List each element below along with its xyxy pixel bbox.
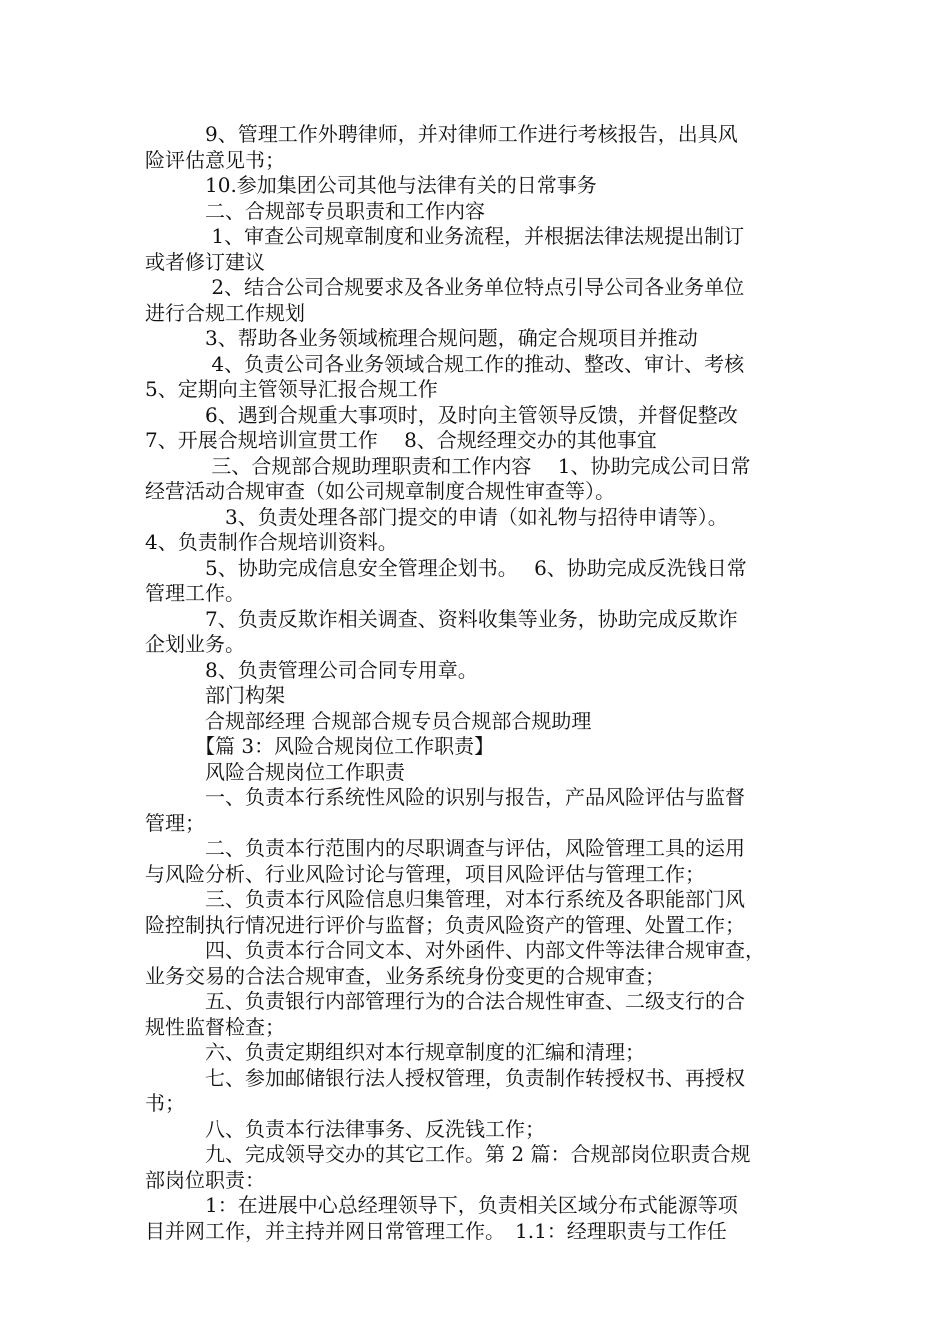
- text-line: 4、负责公司各业务领域合规工作的推动、整改、审计、考核: [145, 351, 745, 376]
- text-line: 目并网工作，并主持并网日常管理工作。 1.1：经理职责与工作任: [145, 1218, 727, 1243]
- text-line: 7、负责反欺诈相关调查、资料收集等业务，协助完成反欺诈: [145, 606, 738, 631]
- text-line: 4、负责制作合规培训资料。: [145, 530, 398, 554]
- text-line: 合规部经理 合规部合规专员合规部合规助理: [145, 708, 592, 733]
- text-line: 部门构架: [145, 683, 285, 707]
- text-line: 一、负责本行系统性风险的识别与报告，产品风险评估与监督: [145, 785, 745, 809]
- text-line: 七、参加邮储银行法人授权管理，负责制作转授权书、再授权: [145, 1065, 745, 1090]
- text-line: 1：在进展中心总经理领导下，负责相关区域分布式能源等项: [145, 1193, 738, 1217]
- text-line: 管理工作。: [145, 581, 245, 605]
- text-line: 8、负责管理公司合同专用章。: [145, 657, 478, 682]
- text-line: 二、负责本行范围内的尽职调查与评估，风险管理工具的运用: [145, 836, 745, 860]
- text-line: 进行合规工作规划: [145, 300, 305, 325]
- section-heading: 风险合规岗位工作职责: [145, 759, 405, 784]
- section-heading: 二、合规部专员职责和工作内容: [145, 198, 485, 223]
- chapter-heading: 【篇 3：风险合规岗位工作职责】: [145, 734, 495, 758]
- text-line: 5、定期向主管领导汇报合规工作: [145, 377, 438, 401]
- text-line: 3、负责处理各部门提交的申请（如礼物与招待申请等）。: [145, 504, 728, 529]
- text-line: 规性监督检查；: [145, 1014, 285, 1039]
- text-line: 5、协助完成信息安全管理企划书。 6、协助完成反洗钱日常: [145, 555, 747, 580]
- text-line: 管理；: [145, 810, 205, 835]
- text-line: 10.参加集团公司其他与法律有关的日常事务: [145, 173, 597, 197]
- text-line: 部岗位职责：: [145, 1167, 265, 1192]
- text-line: 书；: [145, 1091, 185, 1115]
- text-line: 九、完成领导交办的其它工作。第 2 篇：合规部岗位职责合规: [145, 1142, 751, 1166]
- text-line: 四、负责本行合同文本、对外函件、内部文件等法律合规审查，: [145, 938, 765, 962]
- text-line: 6、遇到合规重大事项时，及时向主管领导反馈，并督促整改: [145, 402, 738, 427]
- text-line: 险评估意见书；: [145, 147, 285, 172]
- section-heading: 三、合规部合规助理职责和工作内容 1、协助完成公司日常: [145, 453, 751, 478]
- text-line: 险控制执行情况进行评价与监督；负责风险资产的管理、处置工作；: [145, 912, 745, 937]
- text-line: 7、开展合规培训宣贯工作 8、合规经理交办的其他事宜: [145, 428, 657, 452]
- text-line: 八、负责本行法律事务、反洗钱工作；: [145, 1116, 545, 1141]
- text-line: 企划业务。: [145, 632, 245, 656]
- text-line: 1、审查公司规章制度和业务流程，并根据法律法规提出制订: [145, 224, 745, 248]
- text-line: 经营活动合规审查（如公司规章制度合规性审查等）。: [145, 479, 615, 503]
- text-line: 9、管理工作外聘律师，并对律师工作进行考核报告，出具风: [145, 122, 738, 146]
- text-line: 2、结合公司合规要求及各业务单位特点引导公司各业务单位: [145, 275, 745, 299]
- document-body: [145, 122, 809, 1244]
- text-line: 与风险分析、行业风险讨论与管理，项目风险评估与管理工作；: [145, 861, 705, 886]
- text-line: 3、帮助各业务领域梳理合规问题，确定合规项目并推动: [145, 326, 698, 350]
- text-line: 三、负责本行风险信息归集管理，对本行系统及各职能部门风: [145, 887, 745, 911]
- text-line: 六、负责定期组织对本行规章制度的汇编和清理；: [145, 1040, 645, 1064]
- text-line: 业务交易的合法合规审查，业务系统身份变更的合规审查；: [145, 963, 665, 988]
- text-line: 或者修订建议: [145, 249, 265, 274]
- text-line: 五、负责银行内部管理行为的合法合规性审查、二级支行的合: [145, 989, 745, 1013]
